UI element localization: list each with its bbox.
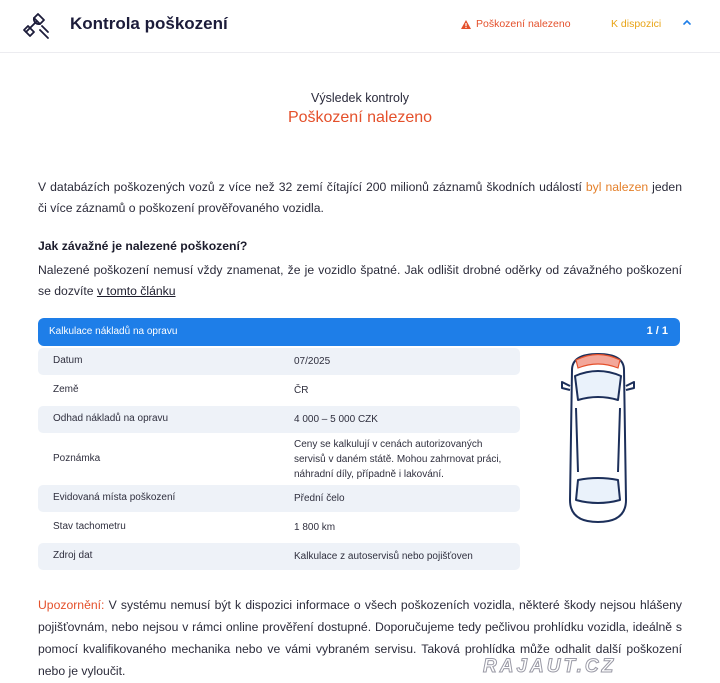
wrench-car-icon bbox=[22, 12, 52, 40]
severity-text: Nalezené poškození nemusí vždy znamenat, že je vozidlo špatné. Jak odlišit drobné oděrky od závažného poškození se dozvíte bbox=[38, 263, 682, 298]
table-row bbox=[38, 377, 520, 404]
result-value: Poškození nalezeno bbox=[287, 109, 433, 126]
severity-paragraph bbox=[38, 260, 682, 302]
car-damage-diagram-icon bbox=[558, 350, 638, 526]
damage-status bbox=[461, 18, 571, 30]
row-key: Datum bbox=[53, 355, 83, 366]
panel-pagination: 1 / 1 bbox=[646, 325, 668, 337]
result-label: Výsledek kontroly bbox=[311, 91, 409, 105]
row-value: 07/2025 bbox=[294, 356, 331, 367]
row-value: 1 800 km bbox=[294, 522, 336, 533]
row-value: ČR bbox=[294, 385, 309, 396]
table-row bbox=[38, 485, 520, 512]
app-title: Kontrola poškození bbox=[70, 14, 228, 33]
availability-status: K dispozici bbox=[611, 18, 662, 30]
row-key: Stav tachometru bbox=[53, 521, 126, 532]
intro-text-start: V databázích poškozených vozů z více než 32 zemí čítající 200 milionů záznamů škodních událostí bbox=[38, 180, 586, 194]
table-row bbox=[38, 514, 520, 541]
intro-highlight: byl nalezen bbox=[585, 180, 649, 194]
row-key: Evidovaná místa poškození bbox=[53, 492, 176, 503]
notice-label: Upozornění: bbox=[38, 598, 105, 612]
row-key: Odhad nákladů na opravu bbox=[53, 413, 169, 424]
table-row bbox=[38, 348, 520, 375]
row-key: Poznámka bbox=[53, 453, 101, 464]
table-row bbox=[38, 406, 520, 433]
severity-heading: Jak závažné je nalezené poškození? bbox=[38, 239, 248, 253]
article-link[interactable]: v tomto článku bbox=[96, 284, 176, 298]
notice-text: V systému nemusí být k dispozici informace o všech poškozeních vozidla, některé škody nejsou hlášeny pojišťovnám, nebo nejsou v rámci online prověření dostupné. Doporučujeme tedy pečlivou prohlídku vozidla, ideálně s pomocí kvalifikovaného mechanika nebo ve vámi vybraném servisu. Taková prohlídka může odhalit další poškození nebo je vyloučit. bbox=[38, 598, 682, 678]
repair-cost-panel-header bbox=[38, 318, 680, 346]
intro-paragraph bbox=[38, 177, 682, 219]
row-value: Ceny se kalkulují v cenách autorizovaných servisů v daném státě. Mohou zahrnovat práci, náhradní díly, případně i lakování. bbox=[294, 439, 502, 480]
warning-icon bbox=[461, 20, 471, 29]
row-key: Zdroj dat bbox=[53, 550, 93, 561]
row-key: Země bbox=[53, 384, 79, 395]
row-value: 4 000 – 5 000 CZK bbox=[294, 414, 378, 425]
row-value: Kalkulace z autoservisů nebo pojišťoven bbox=[294, 551, 473, 562]
row-value: Přední čelo bbox=[294, 493, 345, 504]
panel-title: Kalkulace nákladů na opravu bbox=[49, 326, 178, 337]
watermark: RAJAUT.CZ bbox=[483, 656, 617, 677]
intro-text-end: jeden či více záznamů o poškození prověřovaného vozidla. bbox=[38, 180, 682, 215]
table-row bbox=[38, 543, 520, 570]
damage-status-label: Poškození nalezeno bbox=[476, 18, 571, 30]
chevron-up-icon[interactable] bbox=[681, 16, 693, 28]
table-row bbox=[38, 435, 520, 483]
app-header bbox=[0, 0, 720, 53]
